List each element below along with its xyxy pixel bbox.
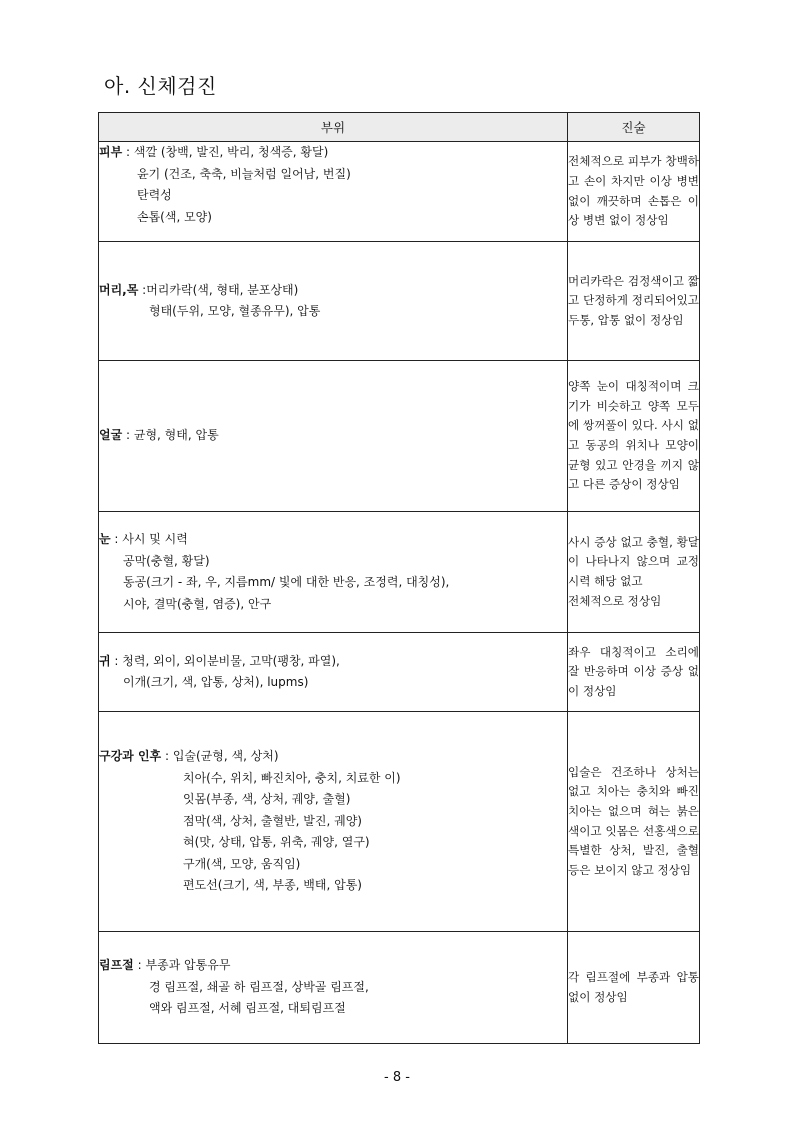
desc-text-second: 전체적으로 정상임 bbox=[568, 593, 662, 608]
table-row-skin bbox=[99, 142, 700, 242]
desc-text: 사시 증상 없고 충혈, 황달이 나타나지 않으며 교정시력 해당 없고 bbox=[568, 534, 699, 588]
header-desc: 진술 bbox=[568, 113, 700, 142]
part-label: 림프절 bbox=[99, 958, 134, 973]
part-cell bbox=[99, 633, 568, 712]
part-first-line: : 청력, 외이, 외이분비물, 고막(팽창, 파열), bbox=[110, 653, 340, 668]
part-label: 눈 bbox=[99, 532, 111, 546]
part-line: 치아(수, 위치, 빠진치아, 충치, 치료한 이) bbox=[183, 770, 401, 785]
part-line: 형태(두위, 모양, 혈종유무), 압통 bbox=[149, 304, 321, 318]
part-label: 얼굴 bbox=[99, 428, 123, 443]
desc-cell: 입술은 건조하나 상처는 없고 치아는 충치와 빠진 치아는 없으며 혀는 붉은색이고 잇몸은 선홍색으로 특별한 상처, 발진, 출혈 등은 보이지 않고 정상임 bbox=[568, 712, 700, 932]
table-row-lymph bbox=[99, 932, 700, 1044]
part-line: 공막(충혈, 황달) bbox=[123, 553, 210, 568]
part-line: 탄력성 bbox=[137, 188, 172, 202]
part-line: 점막(색, 상처, 출혈반, 발진, 궤양) bbox=[183, 813, 362, 828]
part-line: 혀(맛, 상태, 압통, 위축, 궤양, 열구) bbox=[183, 835, 370, 850]
desc-cell bbox=[568, 512, 700, 633]
part-label: 귀 bbox=[99, 653, 111, 668]
part-first-line: : 사시 및 시력 bbox=[110, 532, 188, 546]
part-first-line: : 입술(균형, 색, 상처) bbox=[161, 749, 279, 764]
part-cell bbox=[99, 512, 568, 633]
desc-cell: 양쪽 눈이 대칭적이며 크기가 비슷하고 양쪽 모두에 쌍꺼풀이 있다. 사시 없고 동공의 위치나 모양이 균형 있고 안경을 끼지 않고 다른 증상이 정상임 bbox=[568, 361, 700, 512]
table-row-mouth-throat bbox=[99, 712, 700, 932]
part-line: 이개(크기, 색, 압통, 상처), lupms) bbox=[123, 675, 309, 689]
part-label: 피부 bbox=[99, 145, 123, 159]
table-header-row bbox=[99, 113, 700, 142]
part-cell bbox=[99, 932, 568, 1044]
page-number: - 8 - bbox=[384, 1070, 410, 1085]
part-line: 편도선(크기, 색, 부종, 백태, 압통) bbox=[183, 878, 362, 893]
page-title: 아. 신체검진 bbox=[104, 74, 217, 98]
table-row-head-neck bbox=[99, 242, 700, 361]
desc-cell: 전체적으로 피부가 창백하고 손이 차지만 이상 병변 없이 깨끗하며 손톱은 이상 병변 없이 정상임 bbox=[568, 142, 700, 242]
table-row-face bbox=[99, 361, 700, 512]
part-line: 동공(크기 - 좌, 우, 지름mm/ 빛에 대한 반응, 조정력, 대칭성), bbox=[123, 575, 450, 589]
part-first-line: : 부종과 압통유무 bbox=[133, 958, 231, 973]
part-cell bbox=[99, 242, 568, 361]
part-line: 경 림프절, 쇄골 하 림프절, 상박골 림프절, bbox=[149, 979, 369, 994]
part-line: 시야, 결막(충혈, 염증), 안구 bbox=[123, 596, 272, 611]
desc-cell: 좌우 대칭적이고 소리에 잘 반응하며 이상 증상 없이 정상임 bbox=[568, 633, 700, 712]
header-part: 부위 bbox=[99, 113, 568, 142]
part-line: 구개(색, 모양, 움직임) bbox=[183, 856, 301, 871]
table-row-eye bbox=[99, 512, 700, 633]
part-line: 윤기 (건조, 축축, 비늘처럼 일어남, 번질) bbox=[137, 166, 351, 181]
part-cell bbox=[99, 712, 568, 932]
desc-cell: 머리카락은 검정색이고 짧고 단정하게 정리되어있고 두통, 압통 없이 정상임 bbox=[568, 242, 700, 361]
physical-exam-table bbox=[98, 112, 700, 1044]
part-line: 손톱(색, 모양) bbox=[137, 209, 212, 224]
table-row-ear bbox=[99, 633, 700, 712]
part-first-line: : 색깔 (창백, 발진, 박리, 청색증, 황달) bbox=[122, 145, 329, 159]
part-label: 머리,목 bbox=[99, 282, 139, 297]
part-line: 잇몸(부종, 색, 상처, 궤양, 출혈) bbox=[183, 792, 351, 807]
part-cell bbox=[99, 142, 568, 242]
part-cell bbox=[99, 361, 568, 512]
part-label: 구강과 인후 bbox=[99, 749, 162, 764]
part-line: 액와 림프절, 서혜 림프절, 대퇴림프절 bbox=[149, 1001, 346, 1016]
part-first-line: :머리카락(색, 형태, 분포상태) bbox=[138, 282, 299, 297]
part-first-line: : 균형, 형태, 압통 bbox=[122, 428, 219, 443]
desc-cell: 각 림프절에 부종과 압통 없이 정상임 bbox=[568, 932, 700, 1044]
